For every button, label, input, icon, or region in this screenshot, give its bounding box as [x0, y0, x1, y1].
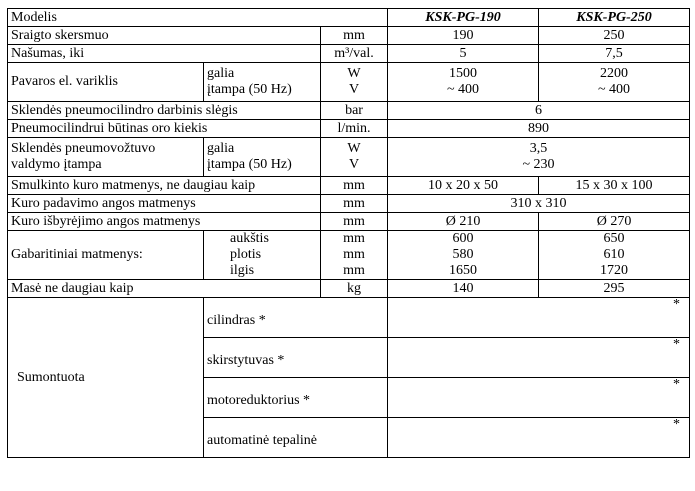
- unit-cell: m³/val.: [321, 45, 388, 63]
- value-a-cell: Ø 210: [388, 213, 539, 231]
- value-b-cell: 610: [539, 247, 690, 263]
- value-a-cell: 5: [388, 45, 539, 63]
- valve-unit2: V: [348, 157, 360, 172]
- motor-sub1: galia: [207, 66, 235, 81]
- unit-cell: mm: [321, 27, 388, 45]
- value-b-cell: 1720: [539, 263, 690, 280]
- table-row: [8, 213, 690, 231]
- table-row: [8, 280, 690, 298]
- motor-b1: 2200: [600, 66, 629, 81]
- param-cell: Sumontuota: [8, 298, 204, 458]
- valve-ab2: ~ 230: [522, 157, 555, 172]
- value-b-cell: 650: [539, 231, 690, 248]
- asterisk-mark: *: [673, 417, 681, 432]
- model-a-header: KSK-PG-190: [388, 9, 539, 27]
- mounted-row: [8, 298, 690, 338]
- mounted-item-text: motoreduktorius *: [207, 392, 311, 408]
- valve-param-line1: Sklendės pneumovožtuvo: [11, 141, 156, 156]
- unit-cell: [321, 63, 388, 102]
- param-cell: Masė ne daugiau kaip: [8, 280, 321, 298]
- mounted-item-label: [204, 338, 388, 378]
- unit-cell: l/min.: [321, 120, 388, 138]
- value-b-cell: Ø 270: [539, 213, 690, 231]
- mounted-item-text: skirstytuvas *: [207, 352, 285, 368]
- value-shared-cell: 6: [388, 102, 690, 120]
- motor-row: [8, 63, 690, 102]
- param-cell: Kuro išbyrėjimo angos matmenys: [8, 213, 321, 231]
- param-cell: Sraigto skersmuo: [8, 27, 321, 45]
- value-a-cell: 580: [388, 247, 539, 263]
- param-cell: Smulkinto kuro matmenys, ne daugiau kaip: [8, 177, 321, 195]
- param-cell: Gabaritiniai matmenys:: [8, 231, 204, 280]
- motor-sub2: įtampa (50 Hz): [207, 82, 292, 97]
- sub-param-cell: [204, 138, 321, 177]
- table-row: [8, 102, 690, 120]
- value-a-cell: [388, 63, 539, 102]
- mounted-item-label: [204, 418, 388, 458]
- motor-unit1: W: [347, 66, 361, 81]
- value-b-cell: 250: [539, 27, 690, 45]
- motor-b2: ~ 400: [597, 82, 631, 97]
- asterisk-mark: *: [673, 297, 681, 312]
- sub-param-cell: ilgis: [204, 263, 321, 280]
- asterisk-mark: *: [673, 377, 681, 392]
- mounted-item-text: cilindras *: [207, 312, 266, 328]
- valve-sub1: galia: [207, 141, 235, 156]
- valve-sub2: įtampa (50 Hz): [207, 157, 292, 172]
- unit-cell: mm: [321, 213, 388, 231]
- motor-a1: 1500: [449, 66, 478, 81]
- unit-cell: bar: [321, 102, 388, 120]
- table-row: [8, 45, 690, 63]
- value-b-cell: 7,5: [539, 45, 690, 63]
- mounted-item-mark: [388, 298, 690, 338]
- unit-cell: mm: [321, 263, 388, 280]
- valve-ab1: 3,5: [529, 141, 548, 156]
- unit-cell: mm: [321, 195, 388, 213]
- mounted-item-mark: [388, 418, 690, 458]
- value-b-cell: 15 x 30 x 100: [539, 177, 690, 195]
- sub-param-cell: aukštis: [204, 231, 321, 248]
- param-cell: Kuro padavimo angos matmenys: [8, 195, 321, 213]
- param-cell: Pneumocilindrui būtinas oro kiekis: [8, 120, 321, 138]
- param-cell: Sklendės pneumocilindro darbinis slėgis: [8, 102, 321, 120]
- param-cell: [8, 138, 204, 177]
- header-row: [8, 9, 690, 27]
- sub-param-cell: plotis: [204, 247, 321, 263]
- value-shared-cell: 310 x 310: [388, 195, 690, 213]
- mounted-item-text: automatinė tepalinė: [207, 432, 318, 448]
- mounted-item-mark: [388, 338, 690, 378]
- unit-cell: mm: [321, 177, 388, 195]
- value-a-cell: 190: [388, 27, 539, 45]
- value-shared-cell: [388, 138, 690, 177]
- value-b-cell: 295: [539, 280, 690, 298]
- unit-cell: mm: [321, 231, 388, 248]
- param-cell: Pavaros el. variklis: [8, 63, 204, 102]
- mounted-item-mark: [388, 378, 690, 418]
- header-label: Modelis: [8, 9, 388, 27]
- valve-param-line2: valdymo įtampa: [11, 157, 102, 172]
- motor-unit2: V: [348, 82, 360, 97]
- table-row: [8, 27, 690, 45]
- mounted-item-label: [204, 378, 388, 418]
- value-a-cell: 10 x 20 x 50: [388, 177, 539, 195]
- value-shared-cell: 890: [388, 120, 690, 138]
- value-b-cell: [539, 63, 690, 102]
- mounted-item-label: [204, 298, 388, 338]
- sub-param-cell: [204, 63, 321, 102]
- asterisk-mark: *: [673, 337, 681, 352]
- table-row: [8, 195, 690, 213]
- value-a-cell: 600: [388, 231, 539, 248]
- unit-cell: mm: [321, 247, 388, 263]
- specification-table: [7, 8, 690, 458]
- motor-a2: ~ 400: [446, 82, 480, 97]
- valve-row: [8, 138, 690, 177]
- value-a-cell: 1650: [388, 263, 539, 280]
- dimensions-row: [8, 231, 690, 248]
- model-b-header: KSK-PG-250: [539, 9, 690, 27]
- param-cell: Našumas, iki: [8, 45, 321, 63]
- table-row: [8, 177, 690, 195]
- unit-cell: [321, 138, 388, 177]
- valve-unit1: W: [347, 141, 361, 156]
- unit-cell: kg: [321, 280, 388, 298]
- value-a-cell: 140: [388, 280, 539, 298]
- table-row: [8, 120, 690, 138]
